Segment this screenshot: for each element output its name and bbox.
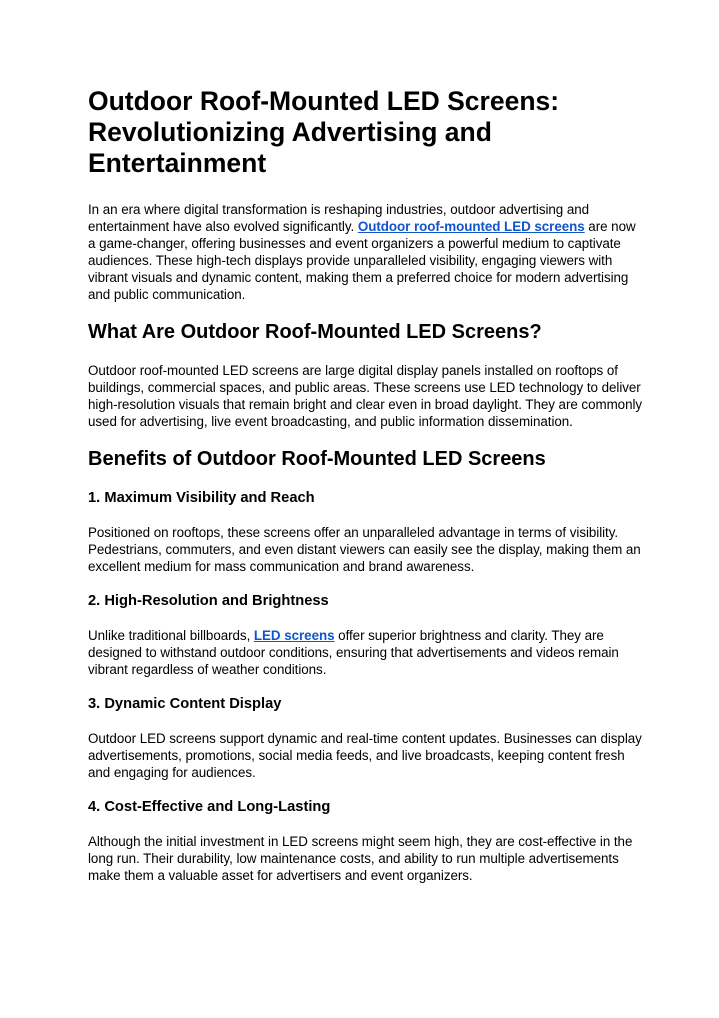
resolution-text-before-link: Unlike traditional billboards, (88, 628, 254, 643)
benefit-paragraph-visibility: Positioned on rooftops, these screens offer an unparalleled advantage in terms of visibility. Pedestrians, commuters, and even distant viewers can easily see the display, making them an excellent medium for mass communication and brand awareness. (88, 525, 641, 574)
benefit-paragraph-dynamic-content: Outdoor LED screens support dynamic and real-time content updates. Businesses can display advertisements, promotions, social media feeds, and live broadcasts, keeping content fresh and engaging for audiences. (88, 731, 642, 780)
outdoor-roof-mounted-led-screens-link[interactable]: Outdoor roof-mounted LED screens (357, 219, 585, 234)
intro-text-after-link: are now a game-changer, offering businesses and event organizers a powerful medium to captivate audiences. These high-tech displays provide unparalleled visibility, engaging viewers with vibrant visuals and dynamic content, making them a preferred choice for modern advertising and public communication. (88, 219, 636, 302)
section-what-paragraph: Outdoor roof-mounted LED screens are large digital display panels installed on rooftops of buildings, commercial spaces, and public areas. These screens use LED technology to deliver high-resolution visuals that remain bright and clear even in broad daylight. They are commonly used for advertising, live event broadcasting, and public information dissemination. (88, 363, 643, 429)
benefit-paragraph-cost-effective: Although the initial investment in LED screens might seem high, they are cost-effective in the long run. Their durability, low maintenance costs, and ability to run multiple advertisements make them a valuable asset for advertisers and event organizers. (88, 834, 633, 883)
intro-text-before-link: In an era where digital transformation is reshaping industries, outdoor advertising and entertainment have also evolved significantly. (88, 202, 590, 234)
resolution-text-after-link: offer superior brightness and clarity. They are designed to withstand outdoor conditions, ensuring that advertisements and videos remain vibrant regardless of weather conditions. (88, 628, 619, 677)
benefit-heading-visibility: 1. Maximum Visibility and Reach (88, 490, 315, 506)
benefit-paragraph-resolution (88, 627, 643, 678)
intro-paragraph (88, 201, 643, 303)
article-title: Outdoor Roof-Mounted LED Screens: Revolutionizing Advertising and Entertainment (88, 86, 560, 178)
section-heading-what: What Are Outdoor Roof-Mounted LED Screens? (88, 321, 542, 343)
benefit-heading-resolution: 2. High-Resolution and Brightness (88, 593, 329, 609)
led-screens-link[interactable]: LED screens (253, 628, 335, 643)
benefit-heading-dynamic-content: 3. Dynamic Content Display (88, 696, 282, 712)
document-page (88, 86, 643, 901)
benefit-heading-cost-effective: 4. Cost-Effective and Long-Lasting (88, 799, 331, 815)
section-heading-benefits: Benefits of Outdoor Roof-Mounted LED Screens (88, 448, 546, 470)
